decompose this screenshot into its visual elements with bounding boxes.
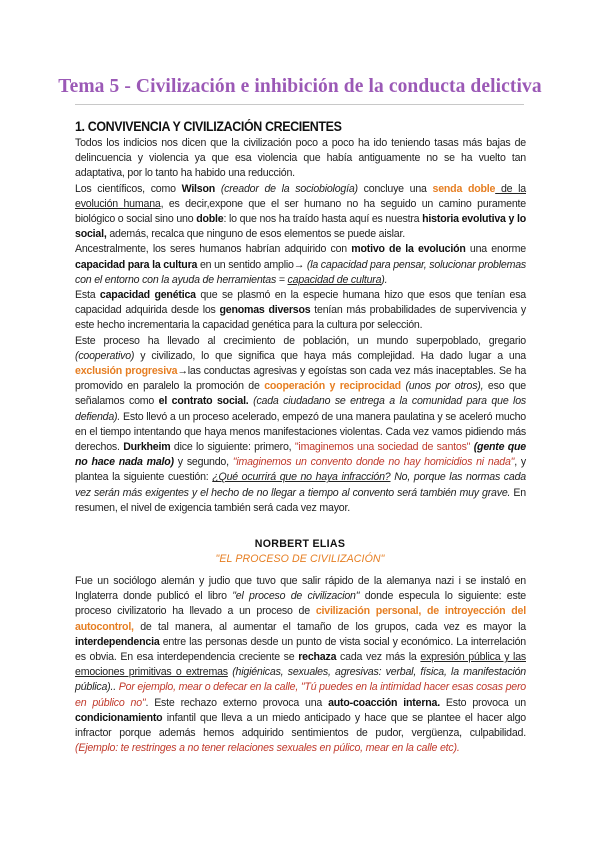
elias-body — [75, 574, 526, 756]
book-subtitle: "EL PROCESO DE CIVILIZACIÓN" — [215, 553, 385, 565]
paragraph-2: Los científicos, como Wilson (creador de la sociobiología) concluye una senda doble de la evolución humana, es decir,expone que el ser humano no ha seguido un camino puramente biológico o social sino uno doble: lo que nos ha traído hasta aquí es nuestra historia evolutiva y lo social, además, recalca que ninguno de esos elementos se puede aislar. — [75, 182, 526, 241]
title-divider — [75, 104, 524, 105]
section-heading: 1. CONVIVENCIA Y CIVILIZACIÓN CRECIENTES — [75, 119, 342, 134]
section-body — [75, 136, 526, 516]
author-heading: NORBERT ELIAS — [254, 538, 346, 550]
paragraph-4: Esta capacidad genética que se plasmó en la especie humana hizo que esos que tenían esa capacidad adquirida desde los genomas diversos tenían más probabilidades de supervivencia y este hecho incrementaria la capacidad genética para la cultura por selección. — [75, 289, 526, 332]
paragraph-6: Fue un sociólogo alemán y judio que tuvo que salir rápido de la alemanya nazi i se instaló en Inglaterra donde publicó el libro "el proceso de civilizacion" donde especula lo siguiente: este proceso civilizatorio ha llevado a un proceso de civilización personal, de introyección del autocontrol, de tal manera, al aumentar el tamaño de los grupos, cada vez es mayor la interdependencia entre las personas desde un punto de vista social y económico. La interrelación es obvia. En esa interdependencia creciente se rechaza cada vez más la expresión pública y las emociones primitivas o extremas (higiénicas, sexuales, agresivas: verbal, física, la manifestación pública).. Por ejemplo, mear o defecar en la calle, "Tú puedes en la intimidad hacer esas cosas pero en público no". Este rechazo externo provoca una auto-coacción interna. Esto provoca un condicionamiento infantil que lleva a un miedo anticipado y hace que se plantee el hacer algo infractor porque además hemos adquirido sentimientos de pudor, vergüenza, culpabilidad. (Ejemplo: te restringes a no tener relaciones sexuales en púlico, mear en la calle etc). — [75, 575, 527, 755]
paragraph-1: Todos los indicios nos dicen que la civilización poco a poco ha ido teniendo tasas más bajas de delincuencia y violencia ya que esa violencia que había antiguamente no se ha vuelto tan adaptativa, por lo tanto ha habido una reducción. — [75, 137, 526, 180]
paragraph-5: Este proceso ha llevado al crecimiento de población, un mundo superpoblado, gregario (cooperativo) y civilizado, lo que significa que haya más complejidad. Ha dado lugar a una exclusión progresiva→las conductas agresivas y egoístas son cada vez más inaceptables. Se ha promovido en paralelo la promoción de cooperación y reciprocidad (unos por otros), eso que señalamos como el contrato social. (cada ciudadano se entrega a la comunidad para que los defienda). Esto llevó a un proceso acelerado, empezó de una manera paulatina y se aceleró mucho en el tiempo intentando que haya menos manifestaciones violentas. Cada vez vamos pidiendo más derechos. Durkheim dice lo siguiente: primero, "imaginemos una sociedad de santos" (gente que no hace nada malo) y segundo, "imaginemos un convento donde no hay homicidios ni nada", y plantea la siguiente cuestión: ¿Qué ocurrirá que no haya infracción? No, porque las normas cada vez serán más exigentes y el hecho de no llegar a tiempo al convento será también muy grave. En resumen, el nivel de exigencia también será cada vez mayor. — [75, 334, 527, 514]
document-title: Tema 5 - Civilización e inhibición de la conducta delictiva — [58, 76, 542, 97]
paragraph-3: Ancestralmente, los seres humanos habrían adquirido con motivo de la evolución una enorme capacidad para la cultura en un sentido amplio→ (la capacidad para pensar, solucionar problemas con el entorno con la ayuda de herramientas = capacidad de cultura). — [75, 243, 526, 286]
